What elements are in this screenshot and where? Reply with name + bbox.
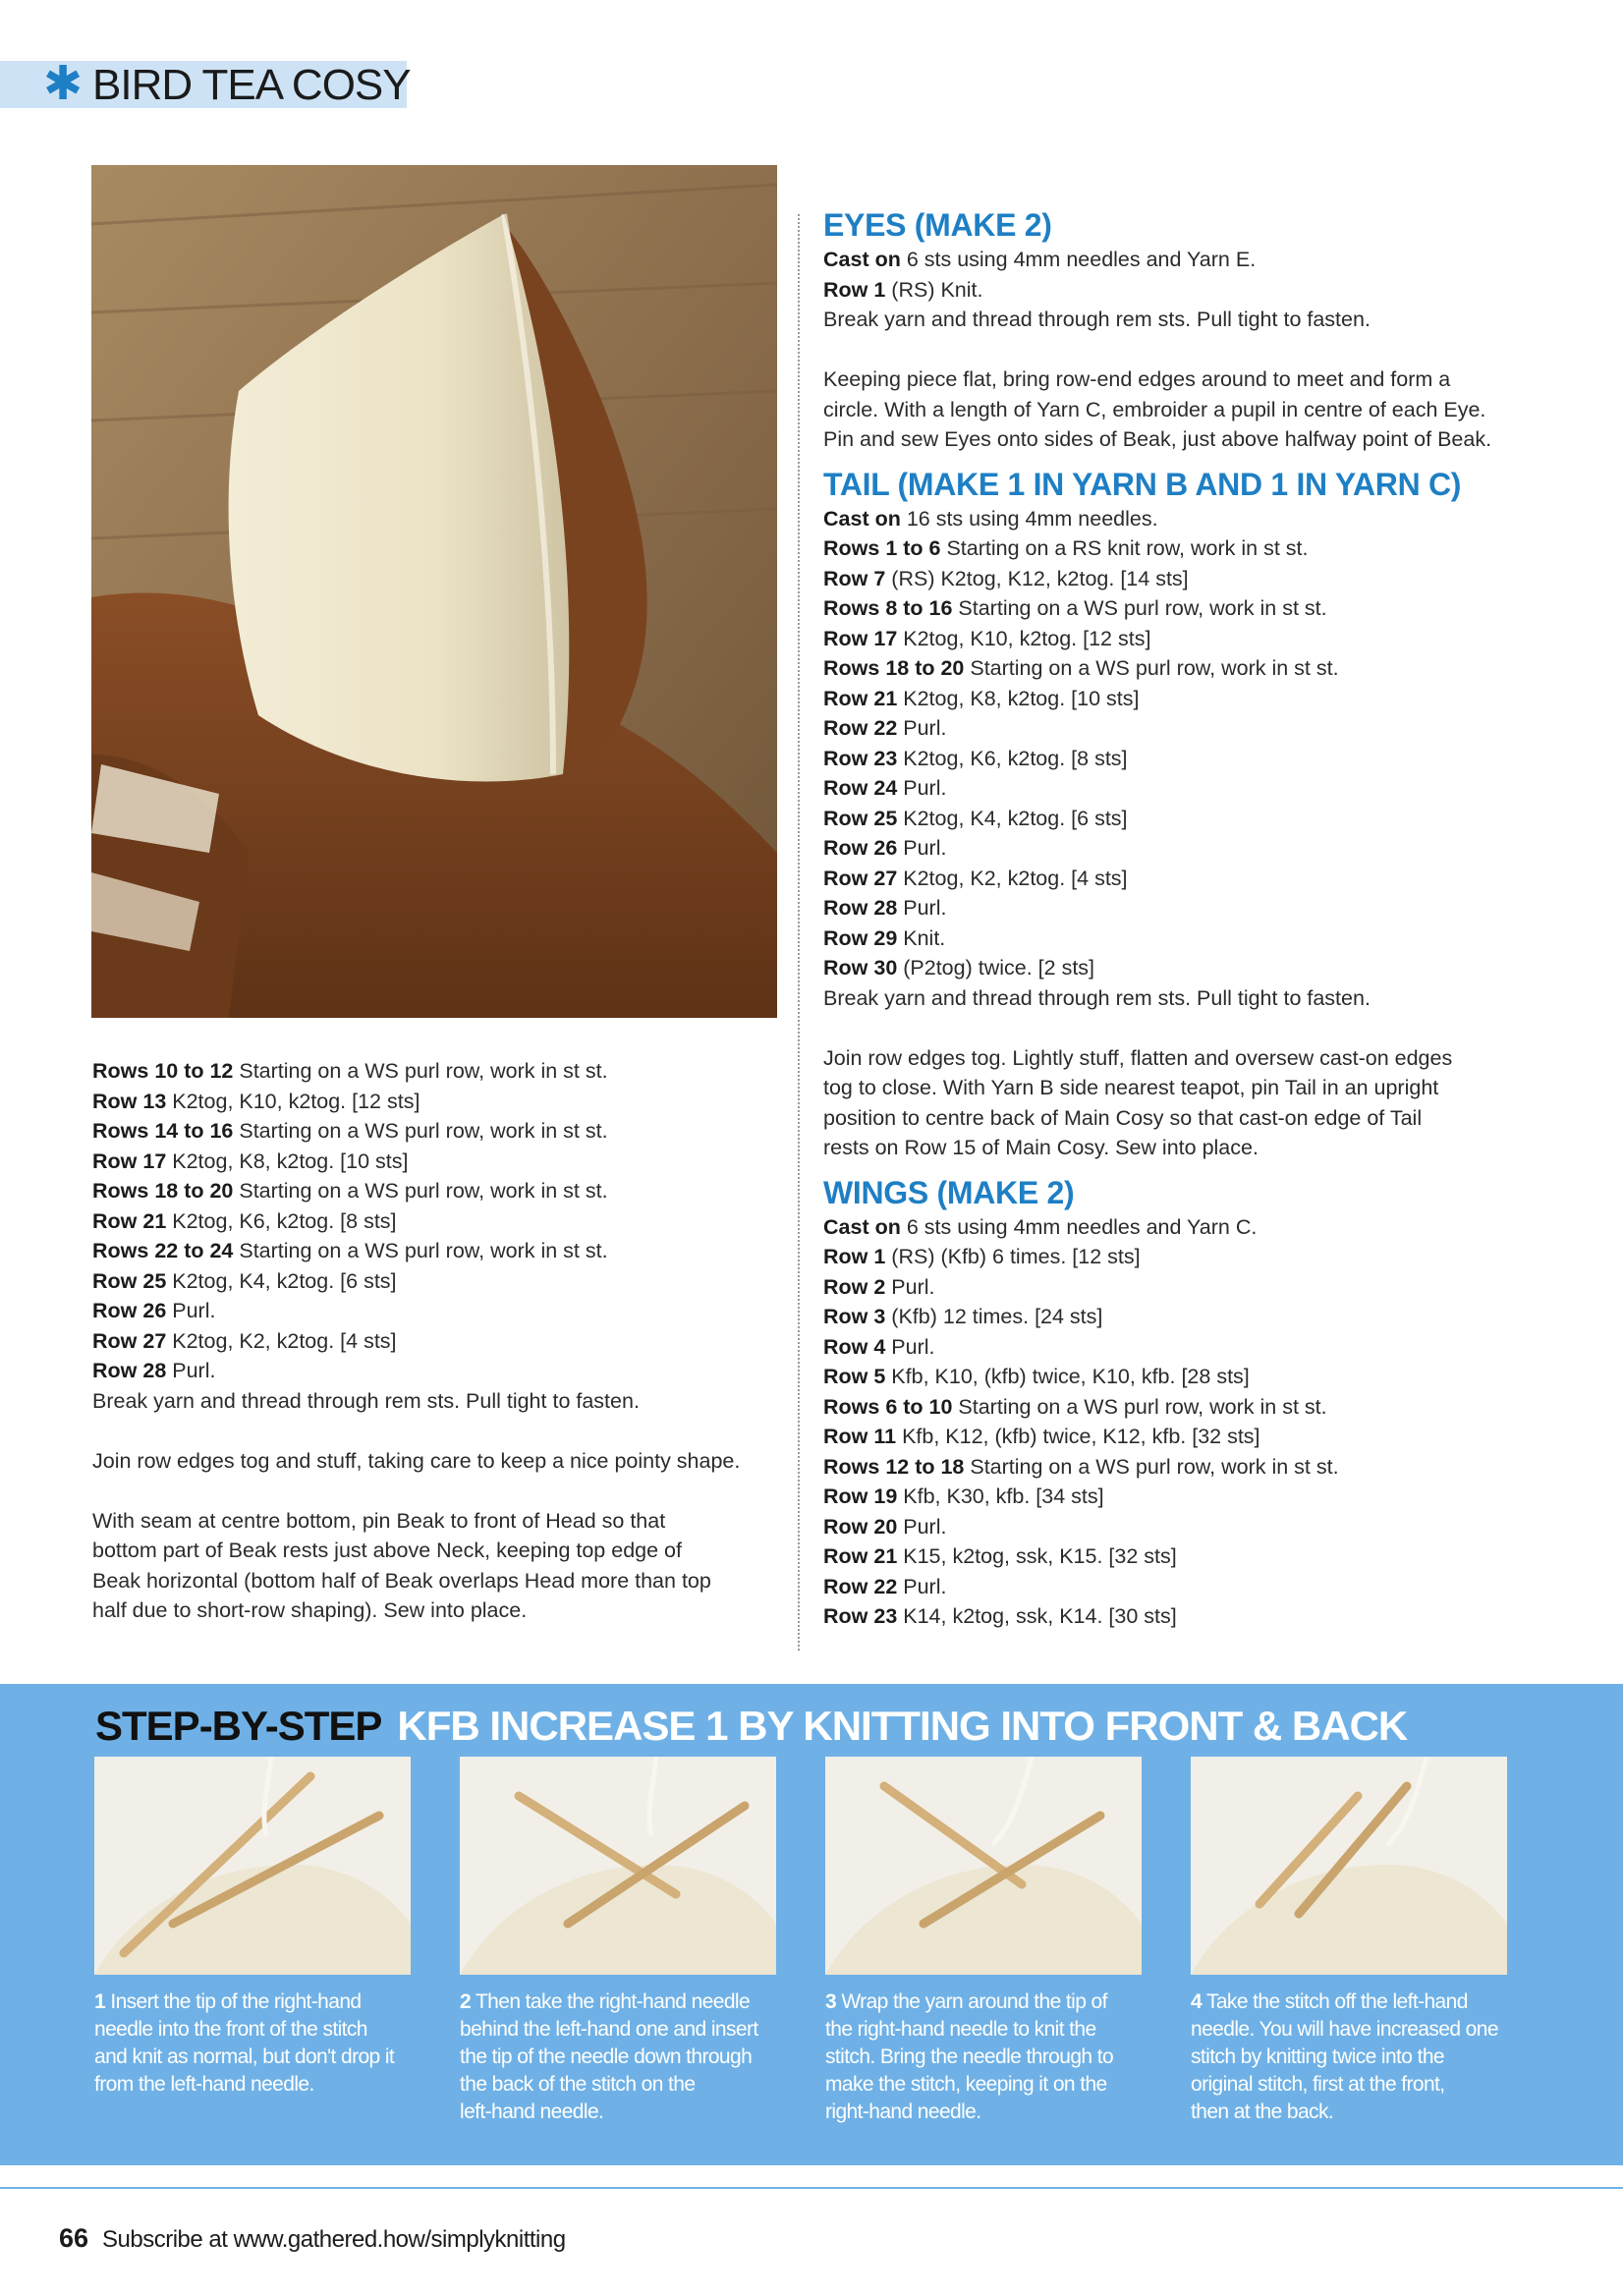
- beak-photo: [91, 165, 777, 1018]
- instruction-line: Row 7 (RS) K2tog, K12, k2tog. [14 sts]: [823, 566, 1189, 590]
- instruction-line: Row 11 Kfb, K12, (kfb) twice, K12, kfb. [32 sts]: [823, 1425, 1260, 1448]
- step-2-caption: 2 Then take the right-hand needle behind the left-hand one and insert the tip of the needle down through the back of the stitch on the left-hand needle.: [460, 1990, 758, 2123]
- tail-heading: TAIL (MAKE 1 IN YARN B AND 1 IN YARN C): [823, 466, 1462, 502]
- instruction-line: Row 1 (RS) (Kfb) 6 times. [12 sts]: [823, 1245, 1141, 1268]
- paragraph-line: position to centre back of Main Cosy so that cast-on edge of Tail: [823, 1105, 1423, 1130]
- instruction-line: Row 1 (RS) Knit.: [823, 277, 983, 302]
- instruction-line: Row 17 K2tog, K8, k2tog. [10 sts]: [92, 1148, 409, 1173]
- instruction-line: Row 26 Purl.: [92, 1299, 216, 1322]
- step-3-caption: 3 Wrap the yarn around the tip of the right-hand needle to knit the stitch. Bring the needle through to make the stitch, keeping it on the right-hand needle.: [825, 1990, 1114, 2123]
- paragraph-line: tog to close. With Yarn B side nearest teapot, pin Tail in an upright: [823, 1076, 1439, 1099]
- instruction-line: Rows 18 to 20 Starting on a WS purl row, work in st st.: [92, 1179, 608, 1203]
- page-title: BIRD TEA COSY: [92, 61, 411, 109]
- instruction-line: Break yarn and thread through rem sts. Pull tight to fasten.: [823, 308, 1371, 331]
- instruction-line: Row 22 Purl.: [823, 1574, 947, 1598]
- instruction-line: Rows 8 to 16 Starting on a WS purl row, work in st st.: [823, 596, 1327, 620]
- step-4-photo: [1191, 1757, 1507, 1975]
- instruction-line: Row 27 K2tog, K2, k2tog. [4 sts]: [92, 1328, 397, 1353]
- instruction-line: Rows 12 to 18 Starting on a WS purl row, work in st st.: [823, 1454, 1339, 1479]
- instruction-line: Row 3 (Kfb) 12 times. [24 sts]: [823, 1305, 1103, 1328]
- instruction-line: Row 19 Kfb, K30, kfb. [34 sts]: [823, 1484, 1104, 1508]
- instruction-line: Row 28 Purl.: [92, 1359, 216, 1382]
- instruction-line: Row 5 Kfb, K10, (kfb) twice, K10, kfb. [28 sts]: [823, 1365, 1250, 1388]
- instruction-line: Row 25 K2tog, K4, k2tog. [6 sts]: [823, 806, 1128, 830]
- instruction-line: Rows 14 to 16 Starting on a WS purl row, work in st st.: [92, 1119, 608, 1143]
- right-column: [823, 205, 1531, 1632]
- instruction-line: Rows 18 to 20 Starting on a WS purl row, work in st st.: [823, 656, 1339, 680]
- step-4-caption: 4 Take the stitch off the left-hand needle. You will have increased one stitch by knitting twice into the original stitch, first at the front, then at the back.: [1191, 1990, 1498, 2123]
- instruction-line: Break yarn and thread through rem sts. Pull tight to fasten.: [92, 1388, 640, 1413]
- paragraph-line: Join row edges tog. Lightly stuff, flatten and oversew cast-on edges: [823, 1045, 1453, 1070]
- instruction-line: Row 27 K2tog, K2, k2tog. [4 sts]: [823, 866, 1128, 890]
- step-1-photo: [94, 1757, 411, 1975]
- instruction-line: Row 26 Purl.: [823, 836, 947, 860]
- instruction-line: Rows 1 to 6 Starting on a RS knit row, work in st st.: [823, 536, 1309, 560]
- paragraph-line: Pin and sew Eyes onto sides of Beak, just above halfway point of Beak.: [823, 427, 1492, 451]
- subscribe-link[interactable]: Subscribe at www.gathered.how/simplyknitting: [102, 2226, 566, 2253]
- step-2-photo: [460, 1757, 776, 1975]
- asterisk-icon: ✱: [42, 58, 84, 110]
- instruction-line: Row 4 Purl.: [823, 1334, 935, 1359]
- instruction-line: Rows 10 to 12 Starting on a WS purl row, work in st st.: [92, 1059, 608, 1083]
- instruction-line: Cast on 6 sts using 4mm needles and Yarn C.: [823, 1214, 1258, 1239]
- wings-heading: WINGS (MAKE 2): [823, 1174, 1075, 1210]
- instruction-line: Row 28 Purl.: [823, 896, 947, 920]
- paragraph-line: rests on Row 15 of Main Cosy. Sew into place.: [823, 1136, 1259, 1159]
- paragraph-line: bottom part of Beak rests just above Neck, keeping top edge of: [92, 1539, 682, 1562]
- instruction-line: Rows 6 to 10 Starting on a WS purl row, work in st st.: [823, 1394, 1327, 1419]
- instruction-line: Row 25 K2tog, K4, k2tog. [6 sts]: [92, 1268, 397, 1293]
- paragraph-line: Keeping piece flat, bring row-end edges around to meet and form a: [823, 367, 1451, 391]
- step-3-photo: [825, 1757, 1142, 1975]
- instruction-line: Row 20 Purl.: [823, 1514, 947, 1539]
- instruction-line: Row 24 Purl.: [823, 776, 947, 800]
- instruction-line: Row 30 (P2tog) twice. [2 sts]: [823, 956, 1095, 980]
- paragraph-line: half due to short-row shaping). Sew into place.: [92, 1598, 528, 1622]
- step-by-step-title: STEP-BY-STEP KFB INCREASE 1 BY KNITTING INTO FRONT & BACK: [95, 1703, 1408, 1749]
- paragraph-line: With seam at centre bottom, pin Beak to front of Head so that: [92, 1508, 666, 1533]
- paragraph-line: Beak horizontal (bottom half of Beak overlaps Head more than top: [92, 1568, 711, 1593]
- instruction-line: Row 17 K2tog, K10, k2tog. [12 sts]: [823, 626, 1151, 650]
- instruction-line: Row 29 Knit.: [823, 925, 946, 950]
- paragraph: Join row edges tog and stuff, taking care to keep a nice pointy shape.: [92, 1448, 741, 1473]
- instruction-line: Row 22 Purl.: [823, 716, 947, 740]
- left-column: [92, 1056, 780, 1626]
- footer-rule: [0, 2187, 1623, 2189]
- paragraph-line: circle. With a length of Yarn C, embroider a pupil in centre of each Eye.: [823, 397, 1486, 421]
- instruction-line: Row 2 Purl.: [823, 1274, 935, 1299]
- instruction-line: Break yarn and thread through rem sts. Pull tight to fasten.: [823, 985, 1371, 1010]
- instruction-line: Cast on 6 sts using 4mm needles and Yarn E.: [823, 248, 1257, 271]
- page-number: 66: [59, 2223, 89, 2253]
- instruction-line: Row 21 K2tog, K6, k2tog. [8 sts]: [92, 1208, 397, 1233]
- instruction-line: Row 23 K14, k2tog, ssk, K14. [30 sts]: [823, 1604, 1177, 1628]
- eyes-heading: EYES (MAKE 2): [823, 207, 1052, 243]
- instruction-line: Row 13 K2tog, K10, k2tog. [12 sts]: [92, 1089, 420, 1113]
- instruction-line: Cast on 16 sts using 4mm needles.: [823, 506, 1158, 531]
- step-1-caption: 1 Insert the tip of the right-hand needle into the front of the stitch and knit as normal, but don't drop it from the left-hand needle.: [94, 1990, 395, 2096]
- column-divider: [798, 214, 800, 1651]
- instruction-line: Row 23 K2tog, K6, k2tog. [8 sts]: [823, 746, 1128, 770]
- instruction-line: Rows 22 to 24 Starting on a WS purl row, work in st st.: [92, 1239, 608, 1262]
- instruction-line: Row 21 K15, k2tog, ssk, K15. [32 sts]: [823, 1544, 1177, 1568]
- instruction-line: Row 21 K2tog, K8, k2tog. [10 sts]: [823, 686, 1140, 710]
